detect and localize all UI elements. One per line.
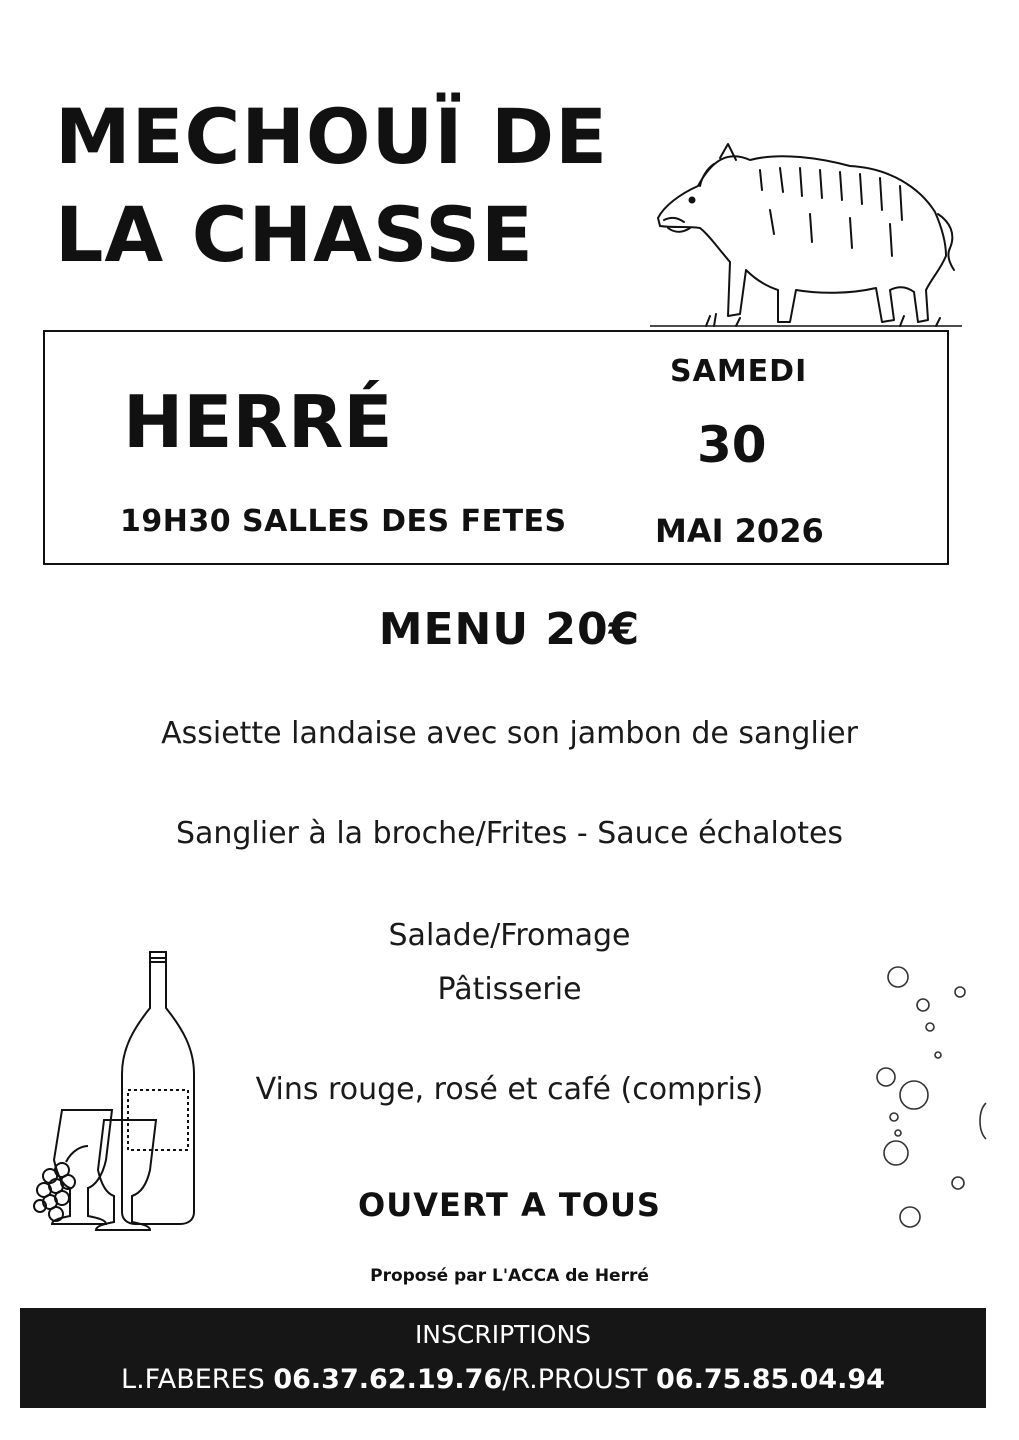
contact-name-2: R.PROUST [511, 1364, 648, 1395]
contact-phone-1: 06.37.62.19.76 [273, 1364, 503, 1395]
menu-item-main: Sanglier à la broche/Frites - Sauce échalotes [175, 816, 844, 851]
organizer-credit: Proposé par L'ACCA de Herré [370, 1266, 649, 1286]
menu-item-starter: Assiette landaise avec son jambon de sanglier [161, 716, 858, 751]
registration-contacts [20, 1364, 986, 1395]
event-day-number: 30 [697, 416, 767, 474]
menu-item-drinks: Vins rouge, rosé et café (compris) [255, 1072, 764, 1107]
wild-boar-illustration [650, 130, 962, 330]
menu-item-pastry: Pâtisserie [437, 972, 582, 1007]
registration-label: INSCRIPTIONS [414, 1320, 592, 1349]
menu-title: MENU 20€ [378, 604, 641, 655]
poster-title [55, 88, 608, 284]
event-info-box [43, 330, 949, 565]
title-line-1: MECHOUÏ DE [55, 92, 608, 181]
contact-phone-2: 06.75.85.04.94 [656, 1364, 885, 1395]
event-month-year: MAI 2026 [655, 512, 824, 550]
event-time-place: 19H30 SALLES DES FETES [120, 504, 567, 539]
contact-separator: / [502, 1364, 512, 1395]
menu-item-salad-cheese: Salade/Fromage [388, 918, 631, 953]
contact-name-1: L.FABERES [121, 1364, 265, 1395]
event-town: HERRÉ [123, 380, 393, 464]
registration-footer [20, 1308, 986, 1408]
title-line-2: LA CHASSE [55, 190, 534, 279]
event-day-name: SAMEDI [670, 354, 808, 389]
open-to-all: OUVERT A TOUS [358, 1186, 661, 1224]
